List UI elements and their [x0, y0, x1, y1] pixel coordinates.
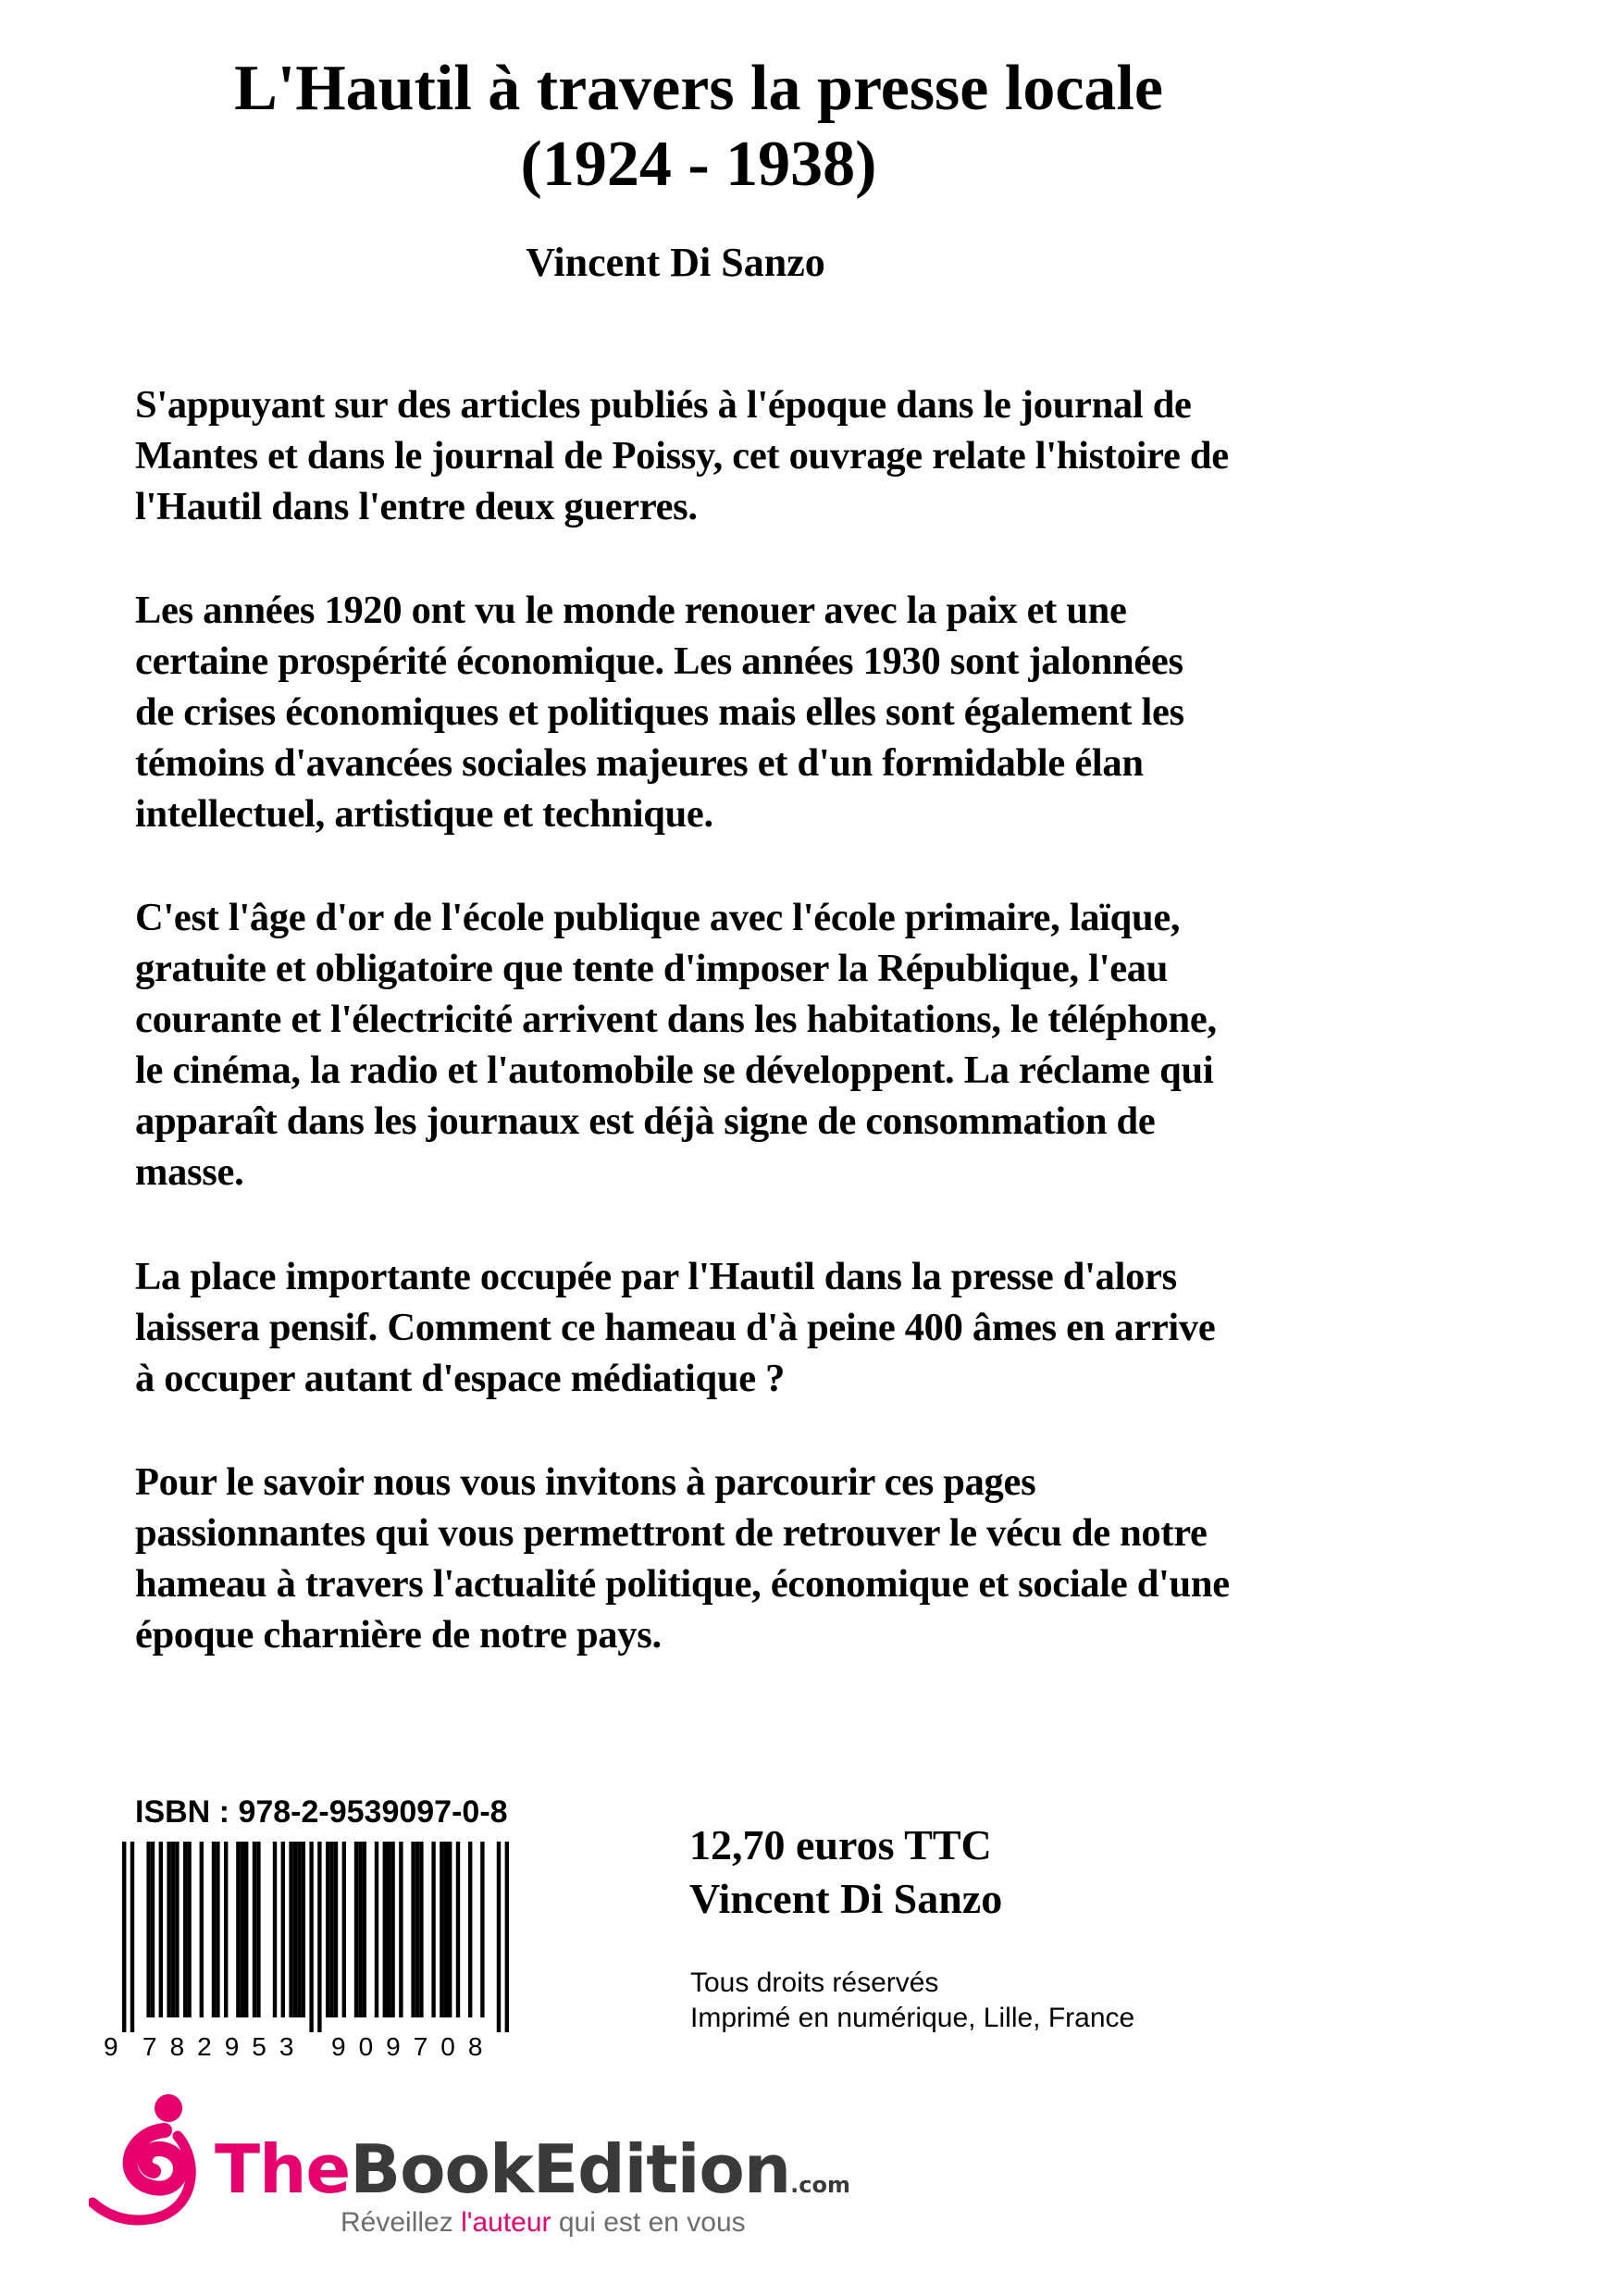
barcode-bar: [159, 1842, 163, 2017]
summary-paragraph-5: [135, 1457, 1431, 1660]
logo-word-com: .com: [790, 2172, 850, 2198]
barcode-bar: [256, 1842, 260, 2017]
person-swirl-icon: [89, 2088, 209, 2245]
barcode-bar: [448, 1842, 452, 2017]
barcode-bar: [387, 1842, 390, 2017]
barcode-bar: [171, 1842, 175, 2017]
text-line: hameau à travers l'actualité politique, économique et sociale d'une: [135, 1562, 1230, 1606]
barcode-bar: [383, 1842, 387, 2017]
barcode-bar: [456, 1842, 460, 2017]
barcode-bar: [289, 1842, 292, 2017]
text-line: intellectuel, artistique et technique.: [135, 792, 713, 836]
tagline-start: Réveillez: [341, 2207, 462, 2238]
summary-paragraph-2: [135, 585, 1431, 839]
barcode-bar: [419, 1842, 423, 2017]
barcode-bar: [183, 1842, 187, 2017]
barcode-bar: [216, 1842, 219, 2017]
isbn-label: ISBN : 978-2-9539097-0-8: [135, 1794, 508, 1830]
barcode-bar: [399, 1842, 403, 2017]
barcode-bar: [468, 1842, 472, 2017]
barcode-bar: [363, 1842, 366, 2017]
tagline-end: qui est en vous: [551, 2207, 746, 2238]
barcode-bar: [122, 1842, 126, 2032]
barcode-bar: [146, 1842, 150, 2017]
barcode-digit-group: 782953: [142, 2032, 307, 2061]
summary-paragraph-1: [135, 379, 1431, 532]
text-line: masse.: [135, 1150, 244, 1194]
barcode-bar: [440, 1842, 443, 2017]
text-line: le cinéma, la radio et l'automobile se développent. La réclame qui: [135, 1049, 1214, 1092]
barcode-bar: [309, 1842, 313, 2032]
text-line: l'Hautil dans l'entre deux guerres.: [135, 485, 698, 528]
barcode-bar: [480, 1842, 484, 2017]
barcode-bar: [415, 1842, 419, 2017]
logo-word-bookedition: BookEdition: [350, 2130, 791, 2208]
text-line: S'appuyant sur des articles publiés à l'époque dans le journal de: [135, 383, 1192, 427]
barcode-digit-group: 9: [104, 2032, 118, 2061]
barcode-bar: [175, 1842, 179, 2017]
text-line: apparaît dans les journaux est déjà signe de consommation de: [135, 1099, 1156, 1143]
rights-notice: Tous droits réservés: [690, 1967, 939, 1998]
barcode-bar: [444, 1842, 448, 2017]
print-notice: Imprimé en numérique, Lille, France: [690, 2003, 1135, 2033]
text-line: Les années 1920 ont vu le monde renouer avec la paix et une: [135, 589, 1127, 632]
tagline-accent: l'auteur: [461, 2207, 551, 2238]
barcode-digit-group: 909708: [331, 2032, 496, 2061]
logo-tagline: [341, 2206, 746, 2240]
barcode-bar: [431, 1842, 435, 2017]
barcode-bar: [187, 1842, 191, 2017]
barcode-bar: [505, 1842, 509, 2032]
barcode-bar: [151, 1842, 155, 2017]
text-line: laissera pensif. Comment ce hameau d'à peine 400 âmes en arrive: [135, 1306, 1216, 1349]
barcode-bar: [224, 1842, 228, 2017]
barcode-bar: [130, 1842, 134, 2032]
barcode-bar: [358, 1842, 362, 2017]
thebookedition-logo: [89, 2088, 922, 2273]
text-line: certaine prospérité économique. Les années 1930 sont jalonnées: [135, 639, 1183, 683]
text-line: de crises économiques et politiques mais elles sont également les: [135, 690, 1184, 734]
barcode-bar: [281, 1842, 285, 2017]
barcode-bar: [375, 1842, 378, 2017]
text-line: gratuite et obligatoire que tente d'imposer la République, l'eau: [135, 947, 1169, 990]
barcode-bar: [302, 1842, 305, 2017]
barcode-bar: [329, 1842, 333, 2017]
barcode-bar: [497, 1842, 501, 2032]
barcode-bar: [317, 1842, 321, 2032]
author-name: Vincent Di Sanzo: [526, 240, 825, 285]
barcode-bar: [342, 1842, 346, 2017]
price: 12,70 euros TTC: [689, 1821, 992, 1868]
barcode-bar: [411, 1842, 415, 2017]
summary-paragraph-4: [135, 1251, 1431, 1404]
summary-paragraph-3: [135, 892, 1431, 1198]
book-title-line-1: L'Hautil à travers la presse locale: [234, 53, 1163, 124]
text-line: passionnantes qui vous permettront de retrouver le vécu de notre: [135, 1511, 1208, 1555]
barcode-bar: [212, 1842, 216, 2017]
barcode-bar: [241, 1842, 244, 2017]
barcode-bar: [273, 1842, 277, 2017]
barcode-icon: [104, 1842, 516, 2032]
book-title-line-2: (1924 - 1938): [520, 129, 877, 200]
barcode-bar: [200, 1842, 204, 2017]
barcode-bar: [253, 1842, 256, 2017]
text-line: C'est l'âge d'or de l'école publique avec l'école primaire, laïque,: [135, 896, 1181, 939]
barcode-bar: [326, 1842, 329, 2017]
text-line: témoins d'avancées sociales majeures et d'un formidable élan: [135, 741, 1144, 785]
barcode-bar: [293, 1842, 297, 2017]
barcode-bar: [167, 1842, 170, 2017]
logo-word-the: The: [215, 2130, 351, 2208]
text-line: courante et l'électricité arrivent dans les habitations, le téléphone,: [135, 998, 1217, 1041]
barcode-bar: [244, 1842, 248, 2017]
publisher-name: Vincent Di Sanzo: [689, 1875, 1003, 1922]
text-line: Mantes et dans le journal de Poissy, cet ouvrage relate l'histoire de: [135, 434, 1229, 478]
text-line: époque charnière de notre pays.: [135, 1613, 662, 1657]
barcode-bar: [297, 1842, 301, 2017]
text-line: Pour le savoir nous vous invitons à parcourir ces pages: [135, 1460, 1036, 1504]
text-line: à occuper autant d'espace médiatique ?: [135, 1357, 786, 1400]
barcode-bar: [390, 1842, 394, 2017]
text-line: La place importante occupée par l'Hautil dans la presse d'alors: [135, 1255, 1177, 1298]
barcode-bar: [236, 1842, 240, 2017]
barcode-bar: [334, 1842, 338, 2017]
barcode-bar: [354, 1842, 358, 2017]
